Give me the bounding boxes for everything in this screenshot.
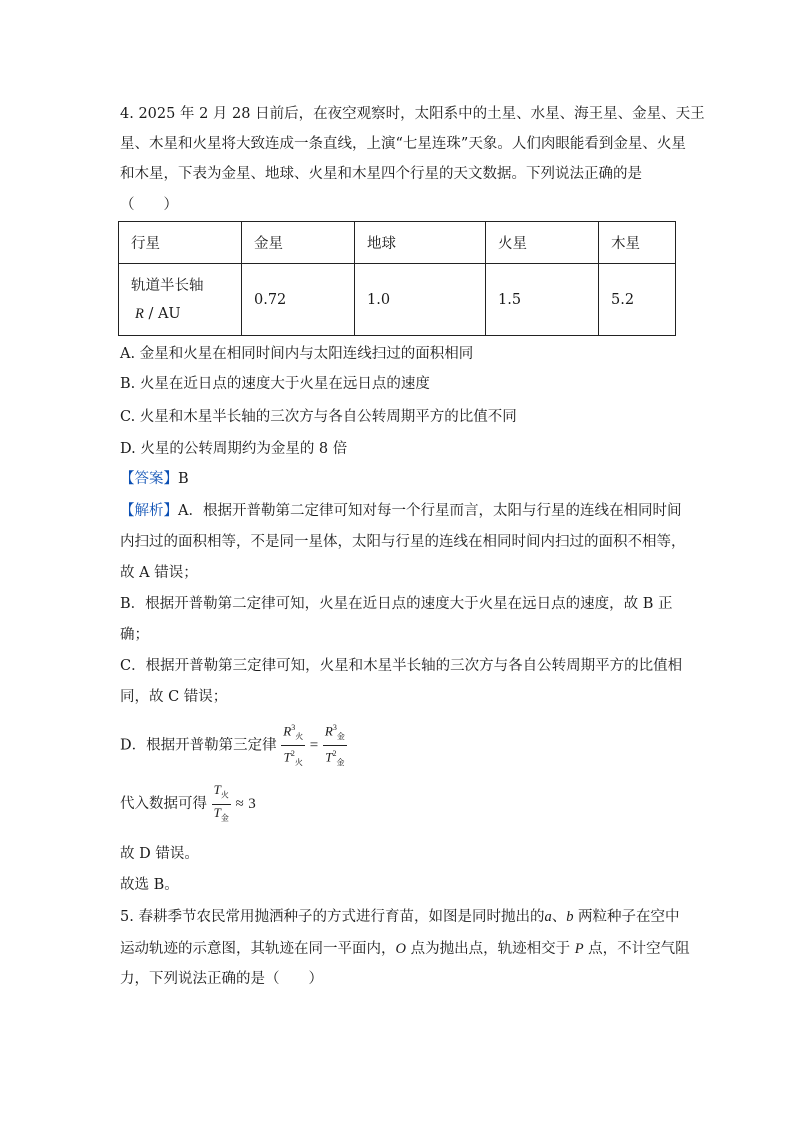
q4-stem-line2: 星、木星和火星将大致连成一条直线，上演“七星连珠”天象。人们肉眼能看到金星、火星 bbox=[120, 136, 686, 152]
row-label-line1: 轨道半长轴 bbox=[131, 277, 204, 294]
kepler-fraction-venus: $\frac{R^3_金}{T^2_金}$ bbox=[323, 720, 347, 771]
answer-line bbox=[120, 470, 189, 488]
analysis-b-line1: B．根据开普勒第二定律可知，火星在近日点的速度大于火星在远日点的速度，故 B 正 bbox=[120, 596, 673, 612]
option-b: B. 火星在近日点的速度大于火星在远日点的速度 bbox=[120, 376, 430, 392]
q5-stem-line1 bbox=[120, 908, 680, 926]
analysis-d-substitute: 代入数据可得 bbox=[120, 796, 207, 813]
q4-stem-line1: 4. 2025 年 2 月 28 日前后，在夜空观察时，太阳系中的土星、水星、海王星、金星、天王 bbox=[120, 106, 705, 122]
period-ratio-fraction: $\frac{T_火}{T_金}$ bbox=[213, 782, 229, 823]
q5-var-p: P bbox=[574, 941, 584, 957]
answer-value: B bbox=[178, 471, 189, 487]
ratio-result: 3 bbox=[248, 796, 256, 813]
analysis-label: 【解析】 bbox=[120, 503, 178, 519]
analysis-d-line2 bbox=[120, 782, 256, 826]
equals-sign: = bbox=[309, 737, 319, 754]
q4-stem-line3: 和木星，下表为金星、地球、火星和木星四个行星的天文数据。下列说法正确的是 bbox=[120, 166, 642, 182]
q5-var-b: b bbox=[566, 909, 574, 925]
q5-stem-line3: 力，下列说法正确的是（ ） bbox=[120, 971, 323, 987]
conclusion: 故选 B。 bbox=[120, 877, 179, 893]
q5-text: 点，不计空气阻 bbox=[583, 941, 690, 957]
analysis-b-line2: 确； bbox=[120, 627, 149, 643]
table-header-cell: 火星 bbox=[486, 222, 599, 264]
analysis-d-line3: 故 D 错误。 bbox=[120, 846, 199, 862]
answer-label: 【答案】 bbox=[120, 471, 178, 487]
analysis-a-line3: 故 A 错误； bbox=[120, 565, 198, 581]
table-cell: 5.2 bbox=[599, 264, 676, 336]
analysis-d-text: D．根据开普勒第三定律 bbox=[120, 737, 277, 754]
table-header-cell: 地球 bbox=[355, 222, 486, 264]
q5-text: 点为抛出点，轨迹相交于 bbox=[405, 941, 575, 957]
table-cell: 1.5 bbox=[486, 264, 599, 336]
analysis-a-text: A．根据开普勒第二定律可知对每一个行星而言，太阳与行星的连线在相同时间 bbox=[178, 503, 682, 519]
row-label-unit: / AU bbox=[143, 305, 181, 322]
option-c: C. 火星和木星半长轴的三次方与各自公转周期平方的比值不同 bbox=[120, 409, 517, 425]
q5-text: 5. 春耕季节农民常用抛洒种子的方式进行育苗，如图是同时抛出的 bbox=[120, 909, 545, 925]
analysis-c-line1: C．根据开普勒第三定律可知，火星和木星半长轴的三次方与各自公转周期平方的比值相 bbox=[120, 658, 683, 674]
table-cell: 0.72 bbox=[242, 264, 355, 336]
analysis-a-line1 bbox=[120, 502, 681, 520]
table-header-cell: 行星 bbox=[119, 222, 242, 264]
q5-text: 运动轨迹的示意图，其轨迹在同一平面内， bbox=[120, 941, 396, 957]
q5-stem-line2 bbox=[120, 940, 690, 958]
table-header-row bbox=[119, 222, 676, 264]
q5-sep: 、 bbox=[551, 909, 567, 925]
planet-data-table bbox=[118, 221, 676, 336]
option-d: D. 火星的公转周期约为金星的 8 倍 bbox=[120, 441, 348, 457]
option-a: A. 金星和火星在相同时间内与太阳连线扫过的面积相同 bbox=[120, 346, 474, 362]
table-cell: 1.0 bbox=[355, 264, 486, 336]
q5-var-a: a bbox=[544, 909, 552, 925]
analysis-a-line2: 内扫过的面积相等，不是同一星体，太阳与行星的连线在相同时间内扫过的面积不相等， bbox=[120, 534, 686, 550]
table-row bbox=[119, 264, 676, 336]
q4-answer-bracket: （ ） bbox=[120, 197, 178, 213]
table-header-cell: 金星 bbox=[242, 222, 355, 264]
q5-var-o: O bbox=[395, 941, 406, 957]
row-label-var: R bbox=[135, 305, 144, 322]
table-header-cell: 木星 bbox=[599, 222, 676, 264]
kepler-fraction-mars: $\frac{R^3_火}{T^2_火}$ bbox=[281, 720, 305, 771]
q5-text: 两粒种子在空中 bbox=[573, 909, 680, 925]
analysis-c-line2: 同，故 C 错误； bbox=[120, 689, 228, 705]
approx-sign: ≈ bbox=[235, 796, 244, 813]
table-row-label bbox=[119, 264, 242, 336]
analysis-d-line1 bbox=[120, 720, 347, 771]
